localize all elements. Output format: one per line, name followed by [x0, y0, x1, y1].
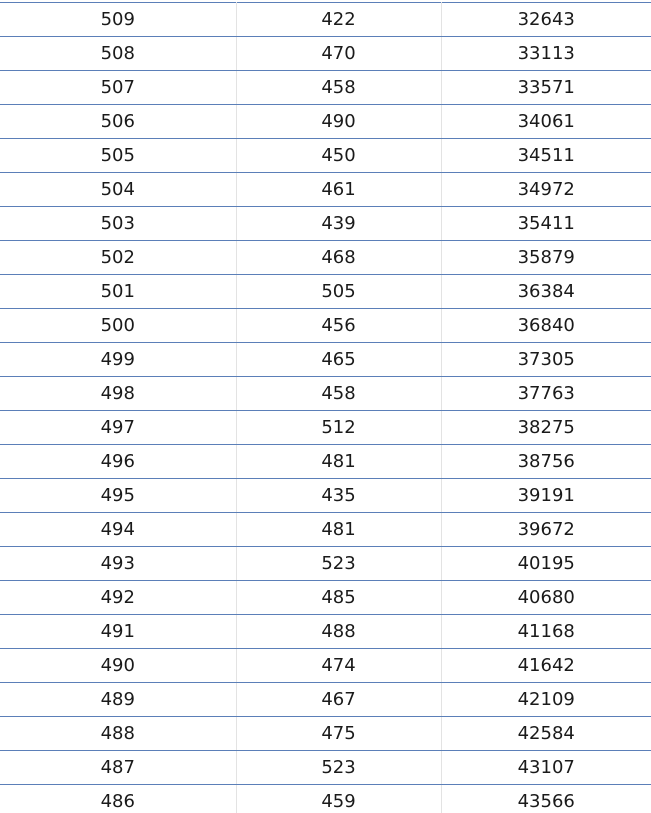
count-cell: 422 [236, 3, 441, 37]
cumulative-cell: 40680 [441, 581, 651, 615]
table-row [0, 37, 651, 71]
table-row [0, 649, 651, 683]
cumulative-cell: 42109 [441, 683, 651, 717]
cumulative-cell: 33113 [441, 37, 651, 71]
cumulative-cell: 34061 [441, 105, 651, 139]
cumulative-cell: 39191 [441, 479, 651, 513]
score-cell: 496 [0, 445, 236, 479]
count-cell: 458 [236, 377, 441, 411]
count-cell: 488 [236, 615, 441, 649]
score-cell: 501 [0, 275, 236, 309]
count-cell: 474 [236, 649, 441, 683]
cumulative-cell: 36840 [441, 309, 651, 343]
table-row [0, 411, 651, 445]
count-cell: 485 [236, 581, 441, 615]
table-row [0, 275, 651, 309]
table-row [0, 751, 651, 785]
score-cell: 498 [0, 377, 236, 411]
score-cell: 500 [0, 309, 236, 343]
score-cell: 489 [0, 683, 236, 717]
cumulative-cell: 43566 [441, 785, 651, 813]
count-cell: 467 [236, 683, 441, 717]
count-cell: 439 [236, 207, 441, 241]
cumulative-cell: 34972 [441, 173, 651, 207]
table-row [0, 71, 651, 105]
count-cell: 459 [236, 785, 441, 813]
table-row [0, 105, 651, 139]
score-cell: 507 [0, 71, 236, 105]
cumulative-cell: 37305 [441, 343, 651, 377]
cumulative-cell: 38275 [441, 411, 651, 445]
cumulative-cell: 41642 [441, 649, 651, 683]
score-cell: 495 [0, 479, 236, 513]
cumulative-cell: 36384 [441, 275, 651, 309]
count-cell: 461 [236, 173, 441, 207]
score-cell: 494 [0, 513, 236, 547]
cumulative-cell: 43107 [441, 751, 651, 785]
score-cell: 493 [0, 547, 236, 581]
count-cell: 450 [236, 139, 441, 173]
table-row [0, 479, 651, 513]
cumulative-cell: 33571 [441, 71, 651, 105]
cumulative-cell: 34511 [441, 139, 651, 173]
table-row [0, 683, 651, 717]
table-row [0, 3, 651, 37]
score-cell: 502 [0, 241, 236, 275]
count-cell: 465 [236, 343, 441, 377]
score-cell: 487 [0, 751, 236, 785]
count-cell: 490 [236, 105, 441, 139]
table-row [0, 207, 651, 241]
table-row [0, 241, 651, 275]
count-cell: 458 [236, 71, 441, 105]
score-cell: 505 [0, 139, 236, 173]
cumulative-cell: 35879 [441, 241, 651, 275]
count-cell: 523 [236, 547, 441, 581]
table-row [0, 615, 651, 649]
table-row [0, 785, 651, 813]
table-row [0, 547, 651, 581]
score-cell: 488 [0, 717, 236, 751]
count-cell: 456 [236, 309, 441, 343]
count-cell: 481 [236, 513, 441, 547]
count-cell: 468 [236, 241, 441, 275]
score-table [0, 2, 651, 813]
score-cell: 509 [0, 3, 236, 37]
score-cell: 504 [0, 173, 236, 207]
table-row [0, 717, 651, 751]
score-cell: 492 [0, 581, 236, 615]
score-cell: 491 [0, 615, 236, 649]
table-row [0, 513, 651, 547]
score-table-body [0, 3, 651, 813]
count-cell: 505 [236, 275, 441, 309]
table-row [0, 139, 651, 173]
count-cell: 470 [236, 37, 441, 71]
count-cell: 481 [236, 445, 441, 479]
score-cell: 508 [0, 37, 236, 71]
score-cell: 497 [0, 411, 236, 445]
cumulative-cell: 32643 [441, 3, 651, 37]
score-cell: 499 [0, 343, 236, 377]
cumulative-cell: 40195 [441, 547, 651, 581]
count-cell: 523 [236, 751, 441, 785]
count-cell: 475 [236, 717, 441, 751]
cumulative-cell: 42584 [441, 717, 651, 751]
score-cell: 490 [0, 649, 236, 683]
table-row [0, 173, 651, 207]
table-row [0, 309, 651, 343]
cumulative-cell: 35411 [441, 207, 651, 241]
count-cell: 512 [236, 411, 441, 445]
table-row [0, 445, 651, 479]
table-row [0, 581, 651, 615]
table-row [0, 377, 651, 411]
score-cell: 503 [0, 207, 236, 241]
table-row [0, 343, 651, 377]
cumulative-cell: 41168 [441, 615, 651, 649]
cumulative-cell: 39672 [441, 513, 651, 547]
score-cell: 506 [0, 105, 236, 139]
cumulative-cell: 37763 [441, 377, 651, 411]
cumulative-cell: 38756 [441, 445, 651, 479]
score-cell: 486 [0, 785, 236, 813]
count-cell: 435 [236, 479, 441, 513]
